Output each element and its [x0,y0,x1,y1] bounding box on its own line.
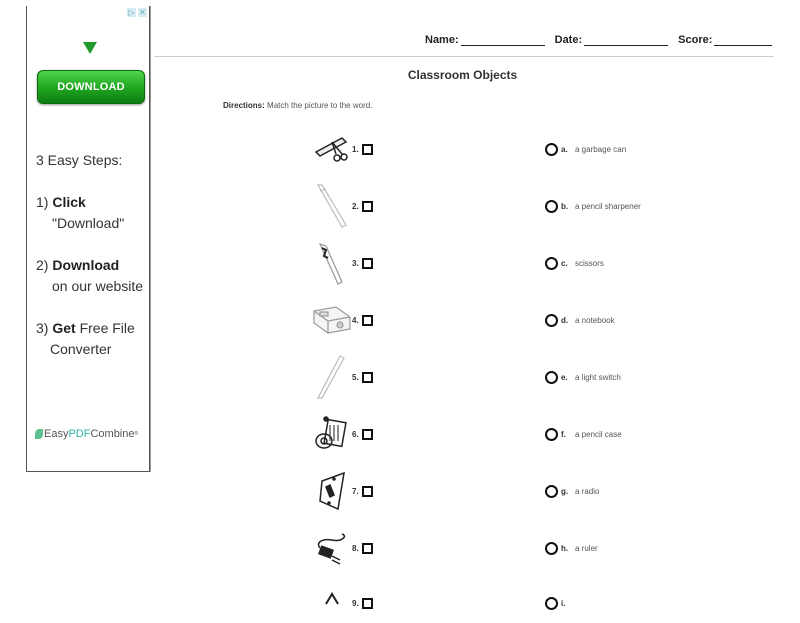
question-4: 4. [312,305,373,335]
answer-h[interactable]: h. a ruler [545,542,598,555]
answer-radio-f[interactable] [545,428,558,441]
question-8: 8. [312,533,373,563]
answer-box-4[interactable] [362,315,373,326]
steps-title: 3 Easy Steps: [36,152,123,168]
header-rule [154,56,774,57]
ad-steps [36,150,143,381]
date-field: Date: [555,34,669,46]
answer-box-7[interactable] [362,486,373,497]
arrow-down-icon [83,42,97,54]
pencil-sharpener-icon [312,300,352,340]
leaf-icon [35,429,43,439]
ad-choices[interactable] [127,8,147,17]
question-7: 7. [312,476,373,506]
answer-radio-i[interactable] [545,597,558,610]
answer-e[interactable]: e. a light switch [545,371,621,384]
step-1: 1) Click "Download" [36,194,125,231]
answer-box-3[interactable] [362,258,373,269]
name-field: Name: [425,34,545,46]
name-blank [461,34,545,46]
question-9: 9. [312,588,373,618]
light-switch-icon [312,471,352,511]
radio-icon [312,414,352,454]
answer-box-2[interactable] [362,201,373,212]
answer-d[interactable]: d. a notebook [545,314,615,327]
question-1: 1. [312,134,373,164]
download-button[interactable]: DOWNLOAD [37,70,145,104]
ruler-icon [312,357,352,397]
question-2: 2. [312,191,373,221]
easypdfcombine-logo[interactable]: Easy PDF Combine ® [35,428,138,440]
question-5: 5. [312,362,373,392]
answer-radio-d[interactable] [545,314,558,327]
score-blank [714,34,772,46]
question-6: 6. [312,419,373,449]
answer-g[interactable]: g. a radio [545,485,599,498]
answer-radio-h[interactable] [545,542,558,555]
answer-box-1[interactable] [362,144,373,155]
answer-radio-c[interactable] [545,257,558,270]
plug-icon [312,528,352,568]
scissors-icon [312,129,352,169]
answer-box-6[interactable] [362,429,373,440]
answer-radio-b[interactable] [545,200,558,213]
pencil-icon [312,186,352,226]
worksheet-title: Classroom Objects [407,68,518,82]
answer-radio-g[interactable] [545,485,558,498]
object-icon [312,583,352,623]
ad-choices-icon[interactable]: ▷ [128,8,135,17]
answer-radio-e[interactable] [545,371,558,384]
answer-c[interactable]: c. scissors [545,257,604,270]
step-2: 2) Download on our website [36,257,144,294]
answer-f[interactable]: f. a pencil case [545,428,622,441]
close-icon[interactable]: ✕ [139,8,146,17]
answer-box-9[interactable] [362,598,373,609]
answer-radio-a[interactable] [545,143,558,156]
answer-a[interactable]: a. a garbage can [545,143,626,156]
answer-box-8[interactable] [362,543,373,554]
date-blank [584,34,668,46]
light-switch-icon [312,243,352,283]
answer-b[interactable]: b. a pencil sharpener [545,200,641,213]
directions: Directions: Match the picture to the word. [223,101,373,110]
answer-i[interactable]: i. [545,597,575,610]
question-3: 3. [312,248,373,278]
answer-box-5[interactable] [362,372,373,383]
step-3: 3) Get Free File Converter [36,320,135,357]
header-fields [425,34,772,46]
score-field: Score: [678,34,772,46]
